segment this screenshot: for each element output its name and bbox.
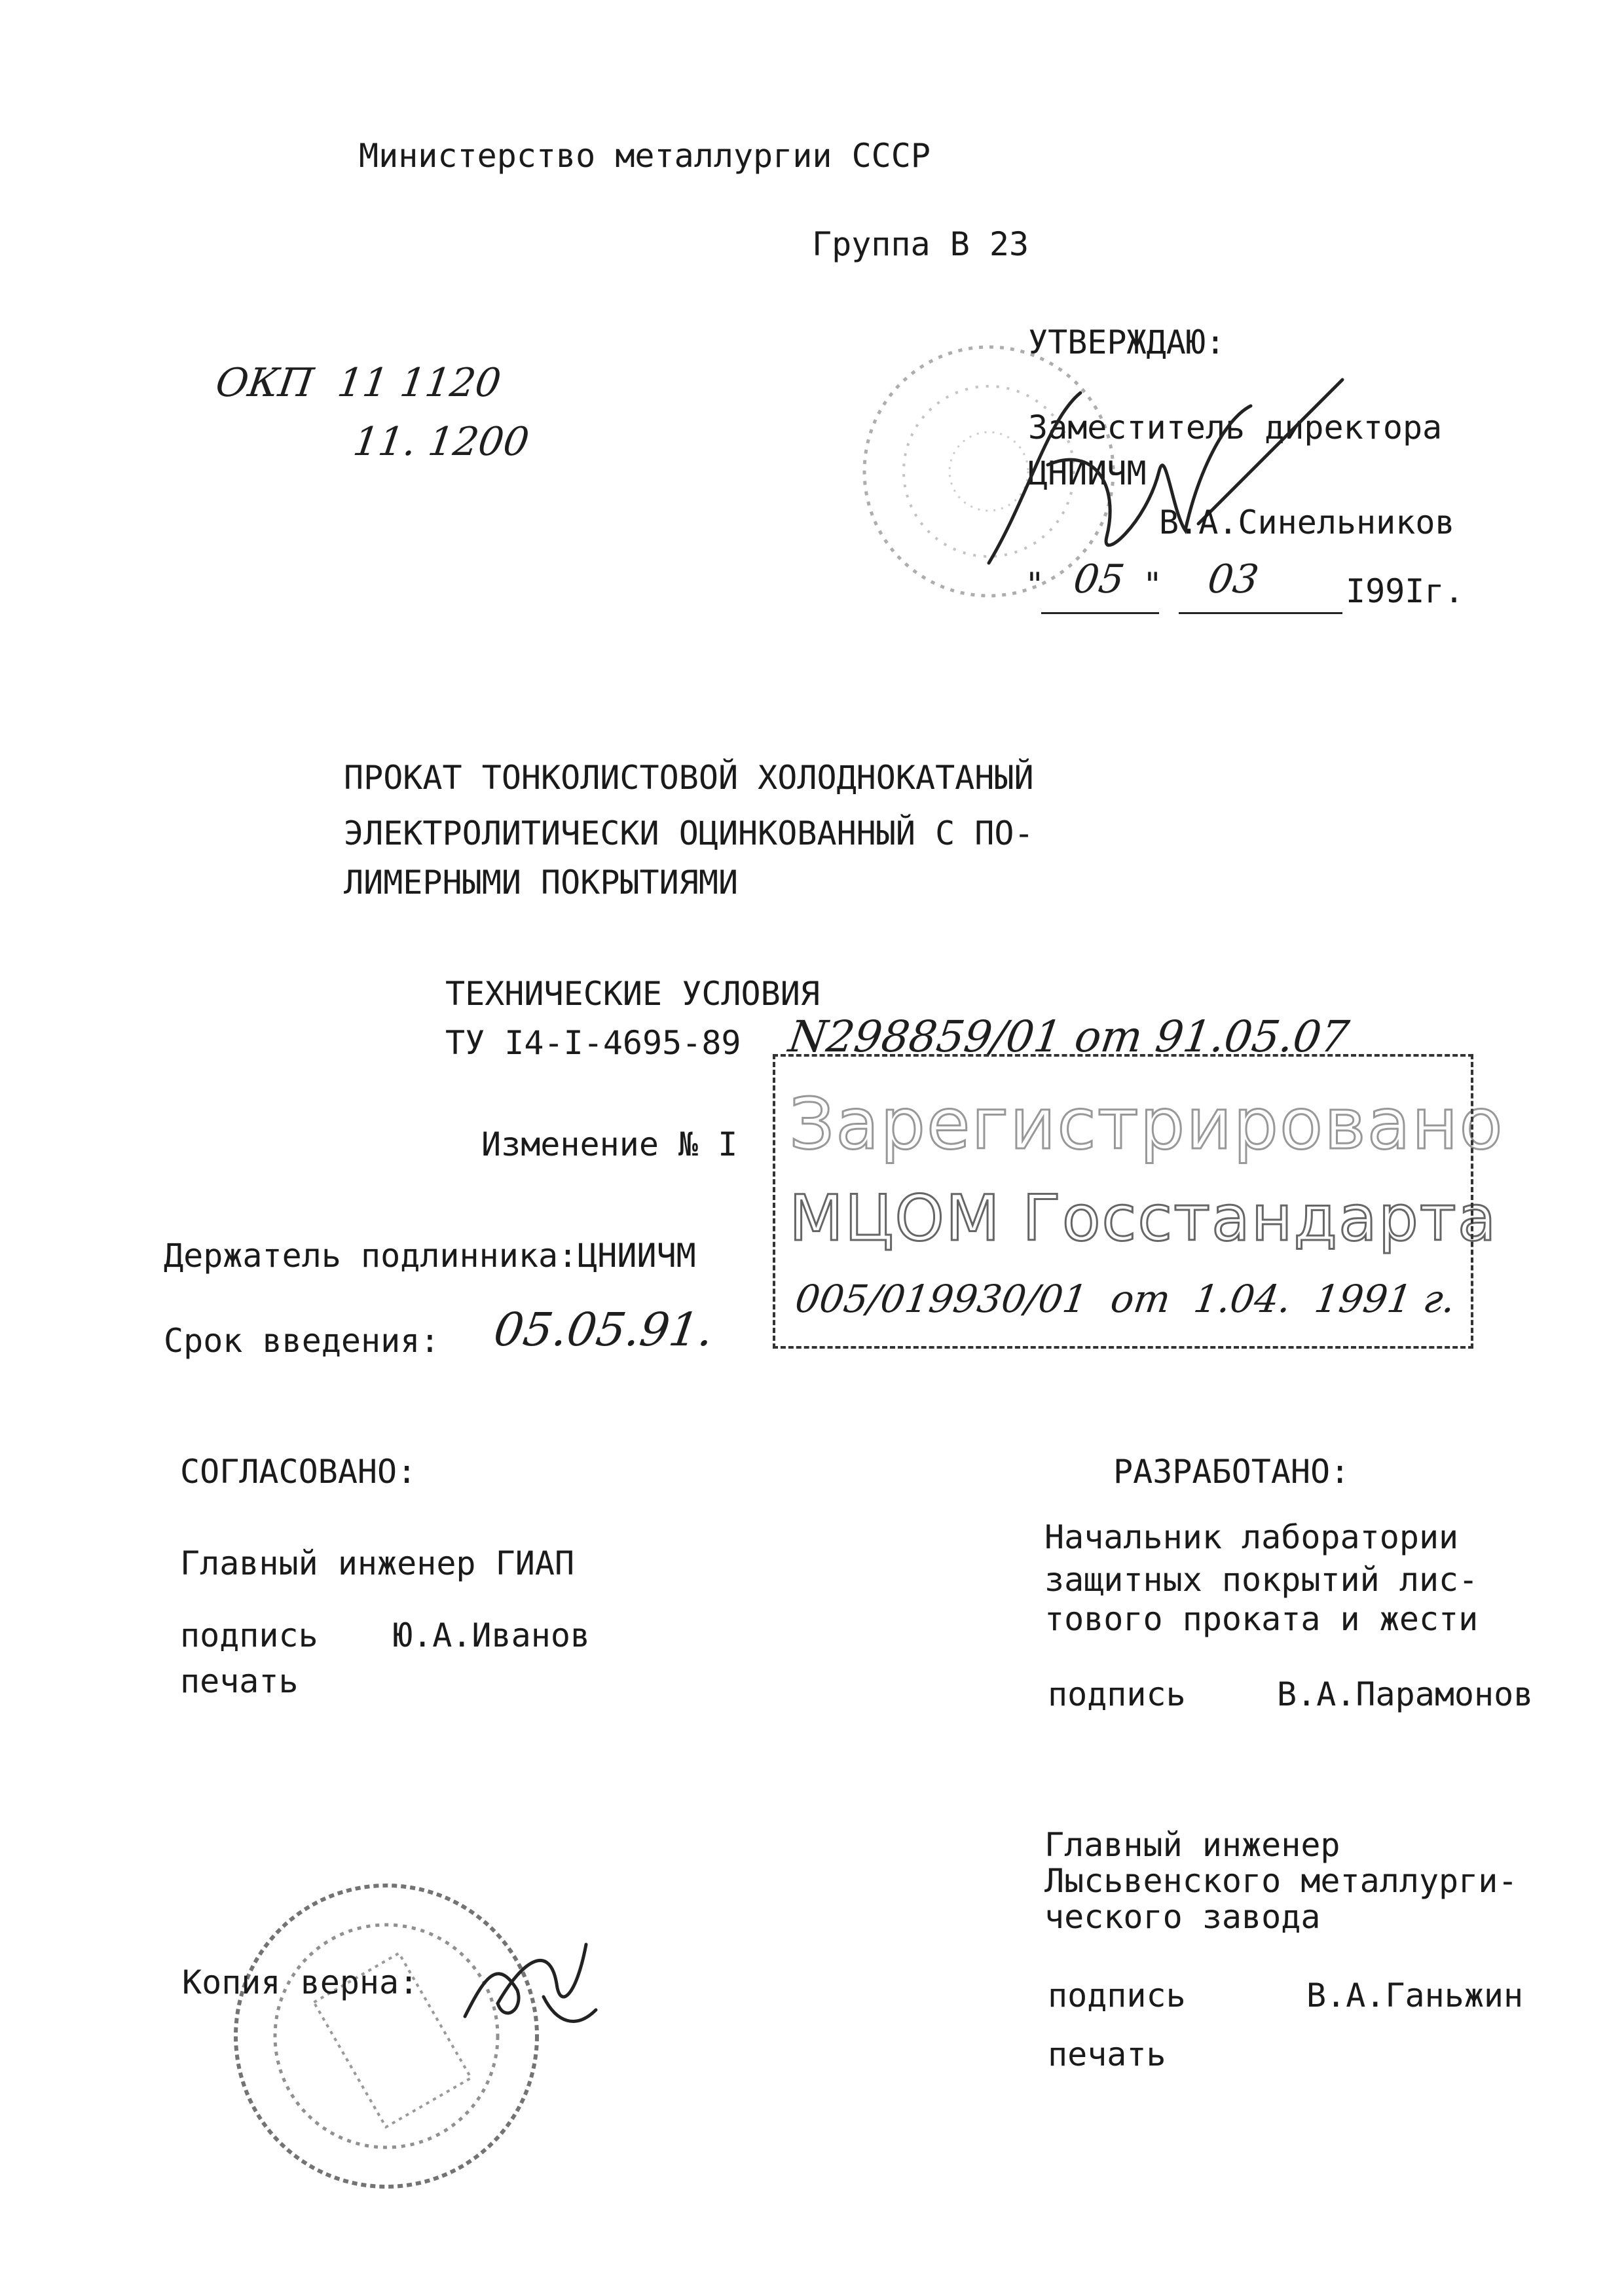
agreed-position: Главный инженер ГИАП xyxy=(180,1544,575,1582)
agreed-sign-label: подпись xyxy=(180,1616,318,1654)
developed-pos2-line2: Лысьвенского металлурги- xyxy=(1044,1862,1518,1900)
developed-seal2-label: печать xyxy=(1048,2035,1166,2073)
copy-certified-label: Копия верна: xyxy=(182,1963,419,2001)
approval-date-day-line xyxy=(1041,612,1159,614)
approval-position-line1: Заместитель директора xyxy=(1028,409,1443,446)
group-code: Группа В 23 xyxy=(812,225,1029,263)
registration-stamp-line2: МЦОМ Госстандарта xyxy=(789,1182,1498,1255)
agreed-name: Ю.А.Иванов xyxy=(393,1616,591,1654)
intro-date-value: 05.05.91. xyxy=(490,1303,717,1357)
approval-date-month-line xyxy=(1179,612,1342,614)
developed-pos1-line3: тового проката и жести xyxy=(1044,1600,1479,1638)
agreed-seal-label: печать xyxy=(180,1662,299,1700)
developed-pos1-line1: Начальник лаборатории xyxy=(1044,1518,1459,1556)
registration-stamp-line1: Зарегистрировано xyxy=(789,1084,1504,1165)
approval-date-year: I99Iг. xyxy=(1346,572,1464,610)
document-title-line1: ПРОКАТ ТОНКОЛИСТОВОЙ ХОЛОДНОКАТАНЫЙ xyxy=(344,759,1034,797)
approval-date-quote-open: " xyxy=(1025,566,1045,604)
approval-date-quote-close: " xyxy=(1143,566,1163,604)
developed-pos2-line3: ческого завода xyxy=(1044,1898,1321,1936)
approval-name: В.А.Синельников xyxy=(1159,503,1455,541)
change-number: Изменение № I xyxy=(481,1125,738,1163)
document-title-line3: ЛИМЕРНЫМИ ПОКРЫТИЯМИ xyxy=(344,864,739,902)
okp-code-line2: 11. 1200 xyxy=(350,419,532,465)
spec-type: ТЕХНИЧЕСКИЕ УСЛОВИЯ xyxy=(445,975,820,1013)
approval-date-day: 05 xyxy=(1071,556,1128,602)
ministry-title: Министерство металлургии СССР xyxy=(359,137,931,175)
registration-stamp-number: 005/019930/01 от 1.04. 1991 г. xyxy=(792,1277,1458,1321)
approval-signature xyxy=(950,367,1356,583)
intro-date-label: Срок введения: xyxy=(164,1322,440,1360)
developed-sign2-label: подпись xyxy=(1048,1977,1186,2014)
developed-pos2-line1: Главный инженер xyxy=(1044,1826,1340,1864)
copy-signature xyxy=(445,1918,602,2049)
developed-title: РАЗРАБОТАНО: xyxy=(1113,1453,1350,1491)
original-holder: Держатель подлинника:ЦНИИЧМ xyxy=(164,1237,696,1275)
spec-number: ТУ I4-I-4695-89 xyxy=(445,1024,741,1062)
document-title-line2: ЭЛЕКТРОЛИТИЧЕСКИ ОЦИНКОВАННЫЙ С ПО- xyxy=(344,814,1034,852)
developed-pos1-line2: защитных покрытий лис- xyxy=(1044,1561,1479,1599)
developed-name2: В.А.Ганьжин xyxy=(1306,1977,1524,2014)
approval-date-month: 03 xyxy=(1205,556,1262,602)
developed-name1: В.А.Парамонов xyxy=(1277,1675,1534,1713)
developed-sign1-label: подпись xyxy=(1048,1675,1186,1713)
agreed-title: СОГЛАСОВАНО: xyxy=(180,1453,417,1491)
approval-position-line2: ЦНИИЧМ xyxy=(1028,454,1147,492)
okp-code-line1: ОКП 11 1120 xyxy=(213,360,504,406)
registration-handwritten: N298859/01 от 91.05.07 xyxy=(785,1011,1352,1062)
approval-title: УТВЕРЖДАЮ: xyxy=(1028,323,1226,361)
